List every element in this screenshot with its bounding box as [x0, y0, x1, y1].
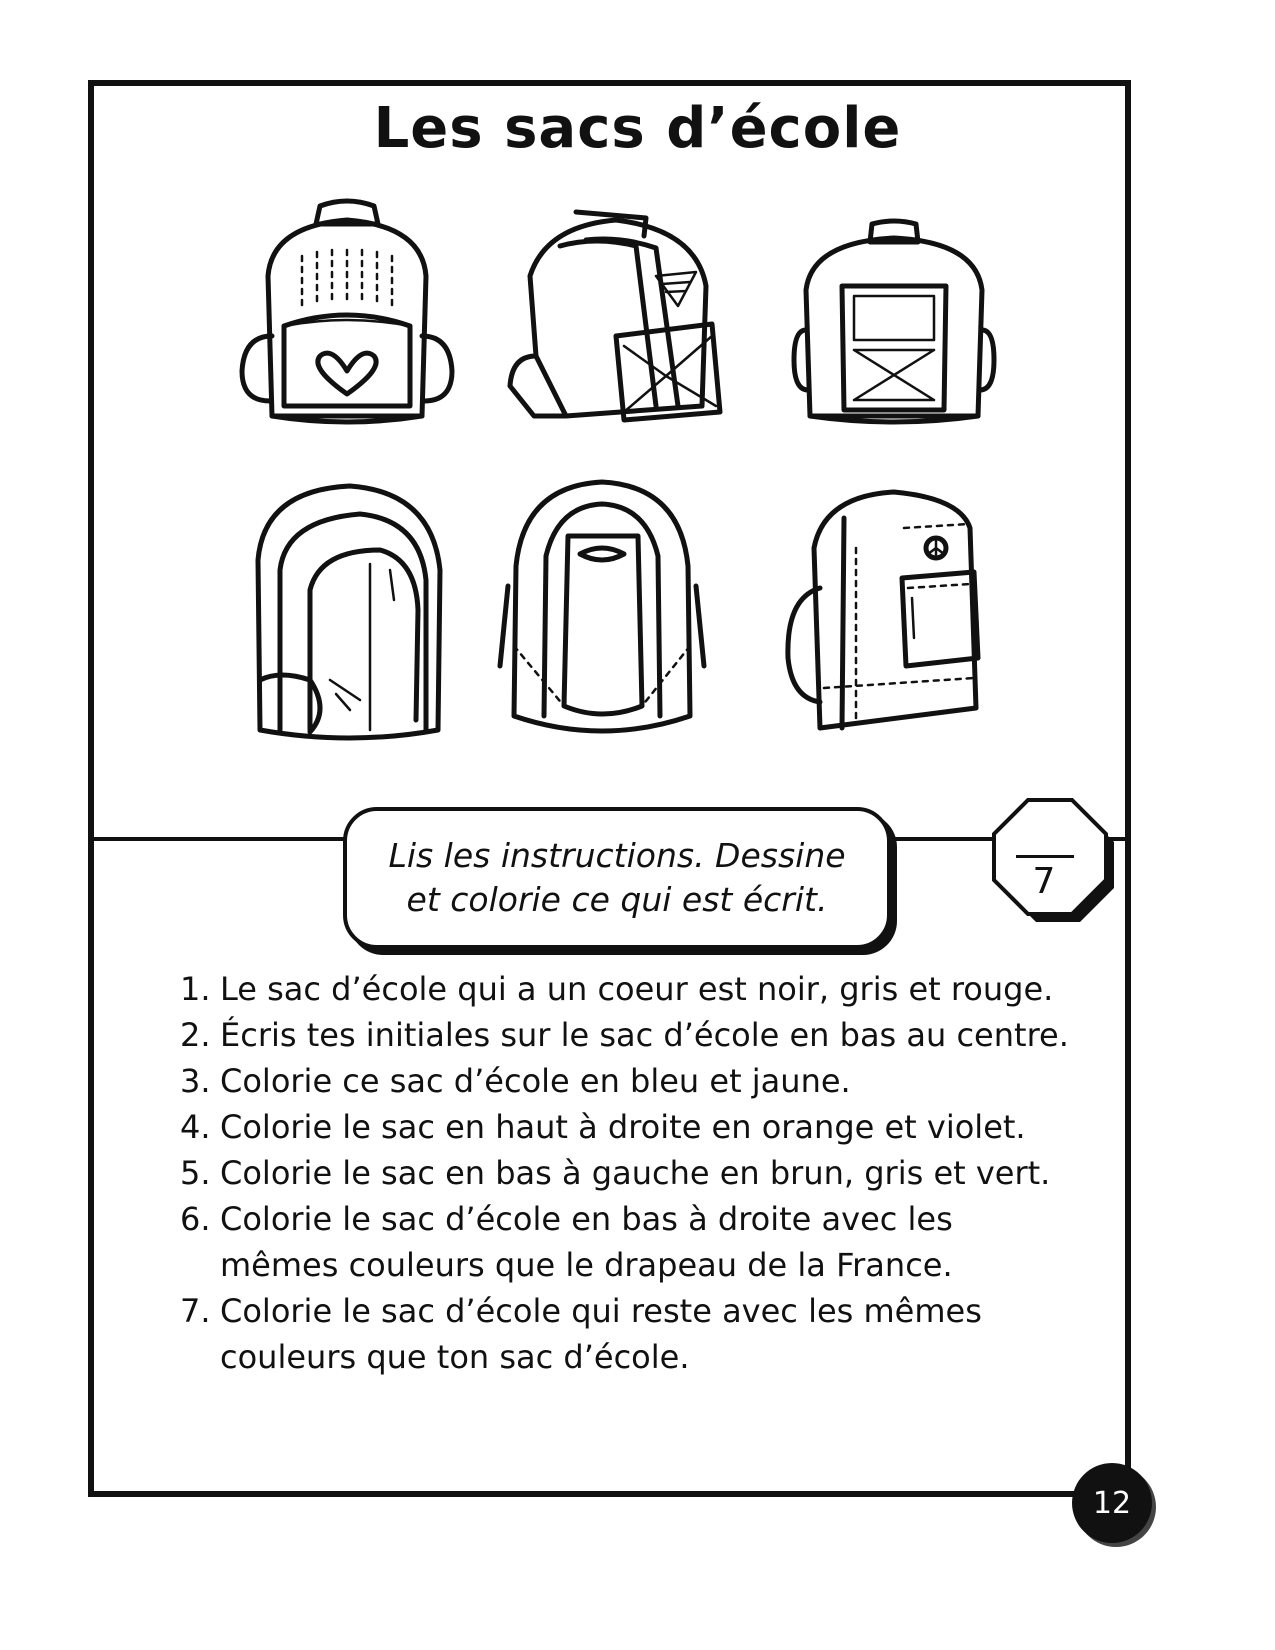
- list-item: 7. Colorie le sac d’école qui reste avec les mêmes couleurs que ton sac d’école.: [180, 1292, 982, 1376]
- backpack-heart-illustration: [232, 196, 462, 432]
- backpack-peace-sign-illustration: [784, 488, 996, 740]
- score-max: 7: [1032, 861, 1056, 902]
- list-item: 3. Colorie ce sac d’école en bleu et jaune.: [180, 1062, 851, 1100]
- instruction-list: [180, 966, 1080, 1380]
- list-item: 6. Colorie le sac d’école en bas à droite avec les mêmes couleurs que le drapeau de la France.: [180, 1200, 953, 1284]
- page-title: Les sacs d’école: [373, 96, 902, 161]
- page-number-badge: 12: [1072, 1463, 1152, 1543]
- list-item: 1. Le sac d’école qui a un coeur est noir, gris et rouge.: [180, 970, 1054, 1008]
- instructions-box: [343, 807, 891, 949]
- list-item: 5. Colorie le sac en bas à gauche en brun, gris et vert.: [180, 1154, 1051, 1192]
- list-item: 2. Écris tes initiales sur le sac d’école en bas au centre.: [180, 1016, 1069, 1054]
- backpack-laced-illustration: [792, 220, 996, 432]
- backpack-zippers-illustration: [240, 480, 450, 752]
- backpack-oval-patch-illustration: [498, 476, 706, 748]
- instructions-line-1: Lis les instructions. Dessine: [388, 836, 846, 875]
- backpack-triangle-illustration: [506, 206, 740, 432]
- list-item: 4. Colorie le sac en haut à droite en orange et violet.: [180, 1108, 1026, 1146]
- instructions-line-2: et colorie ce qui est écrit.: [406, 880, 828, 919]
- score-blank-line: [1016, 855, 1074, 858]
